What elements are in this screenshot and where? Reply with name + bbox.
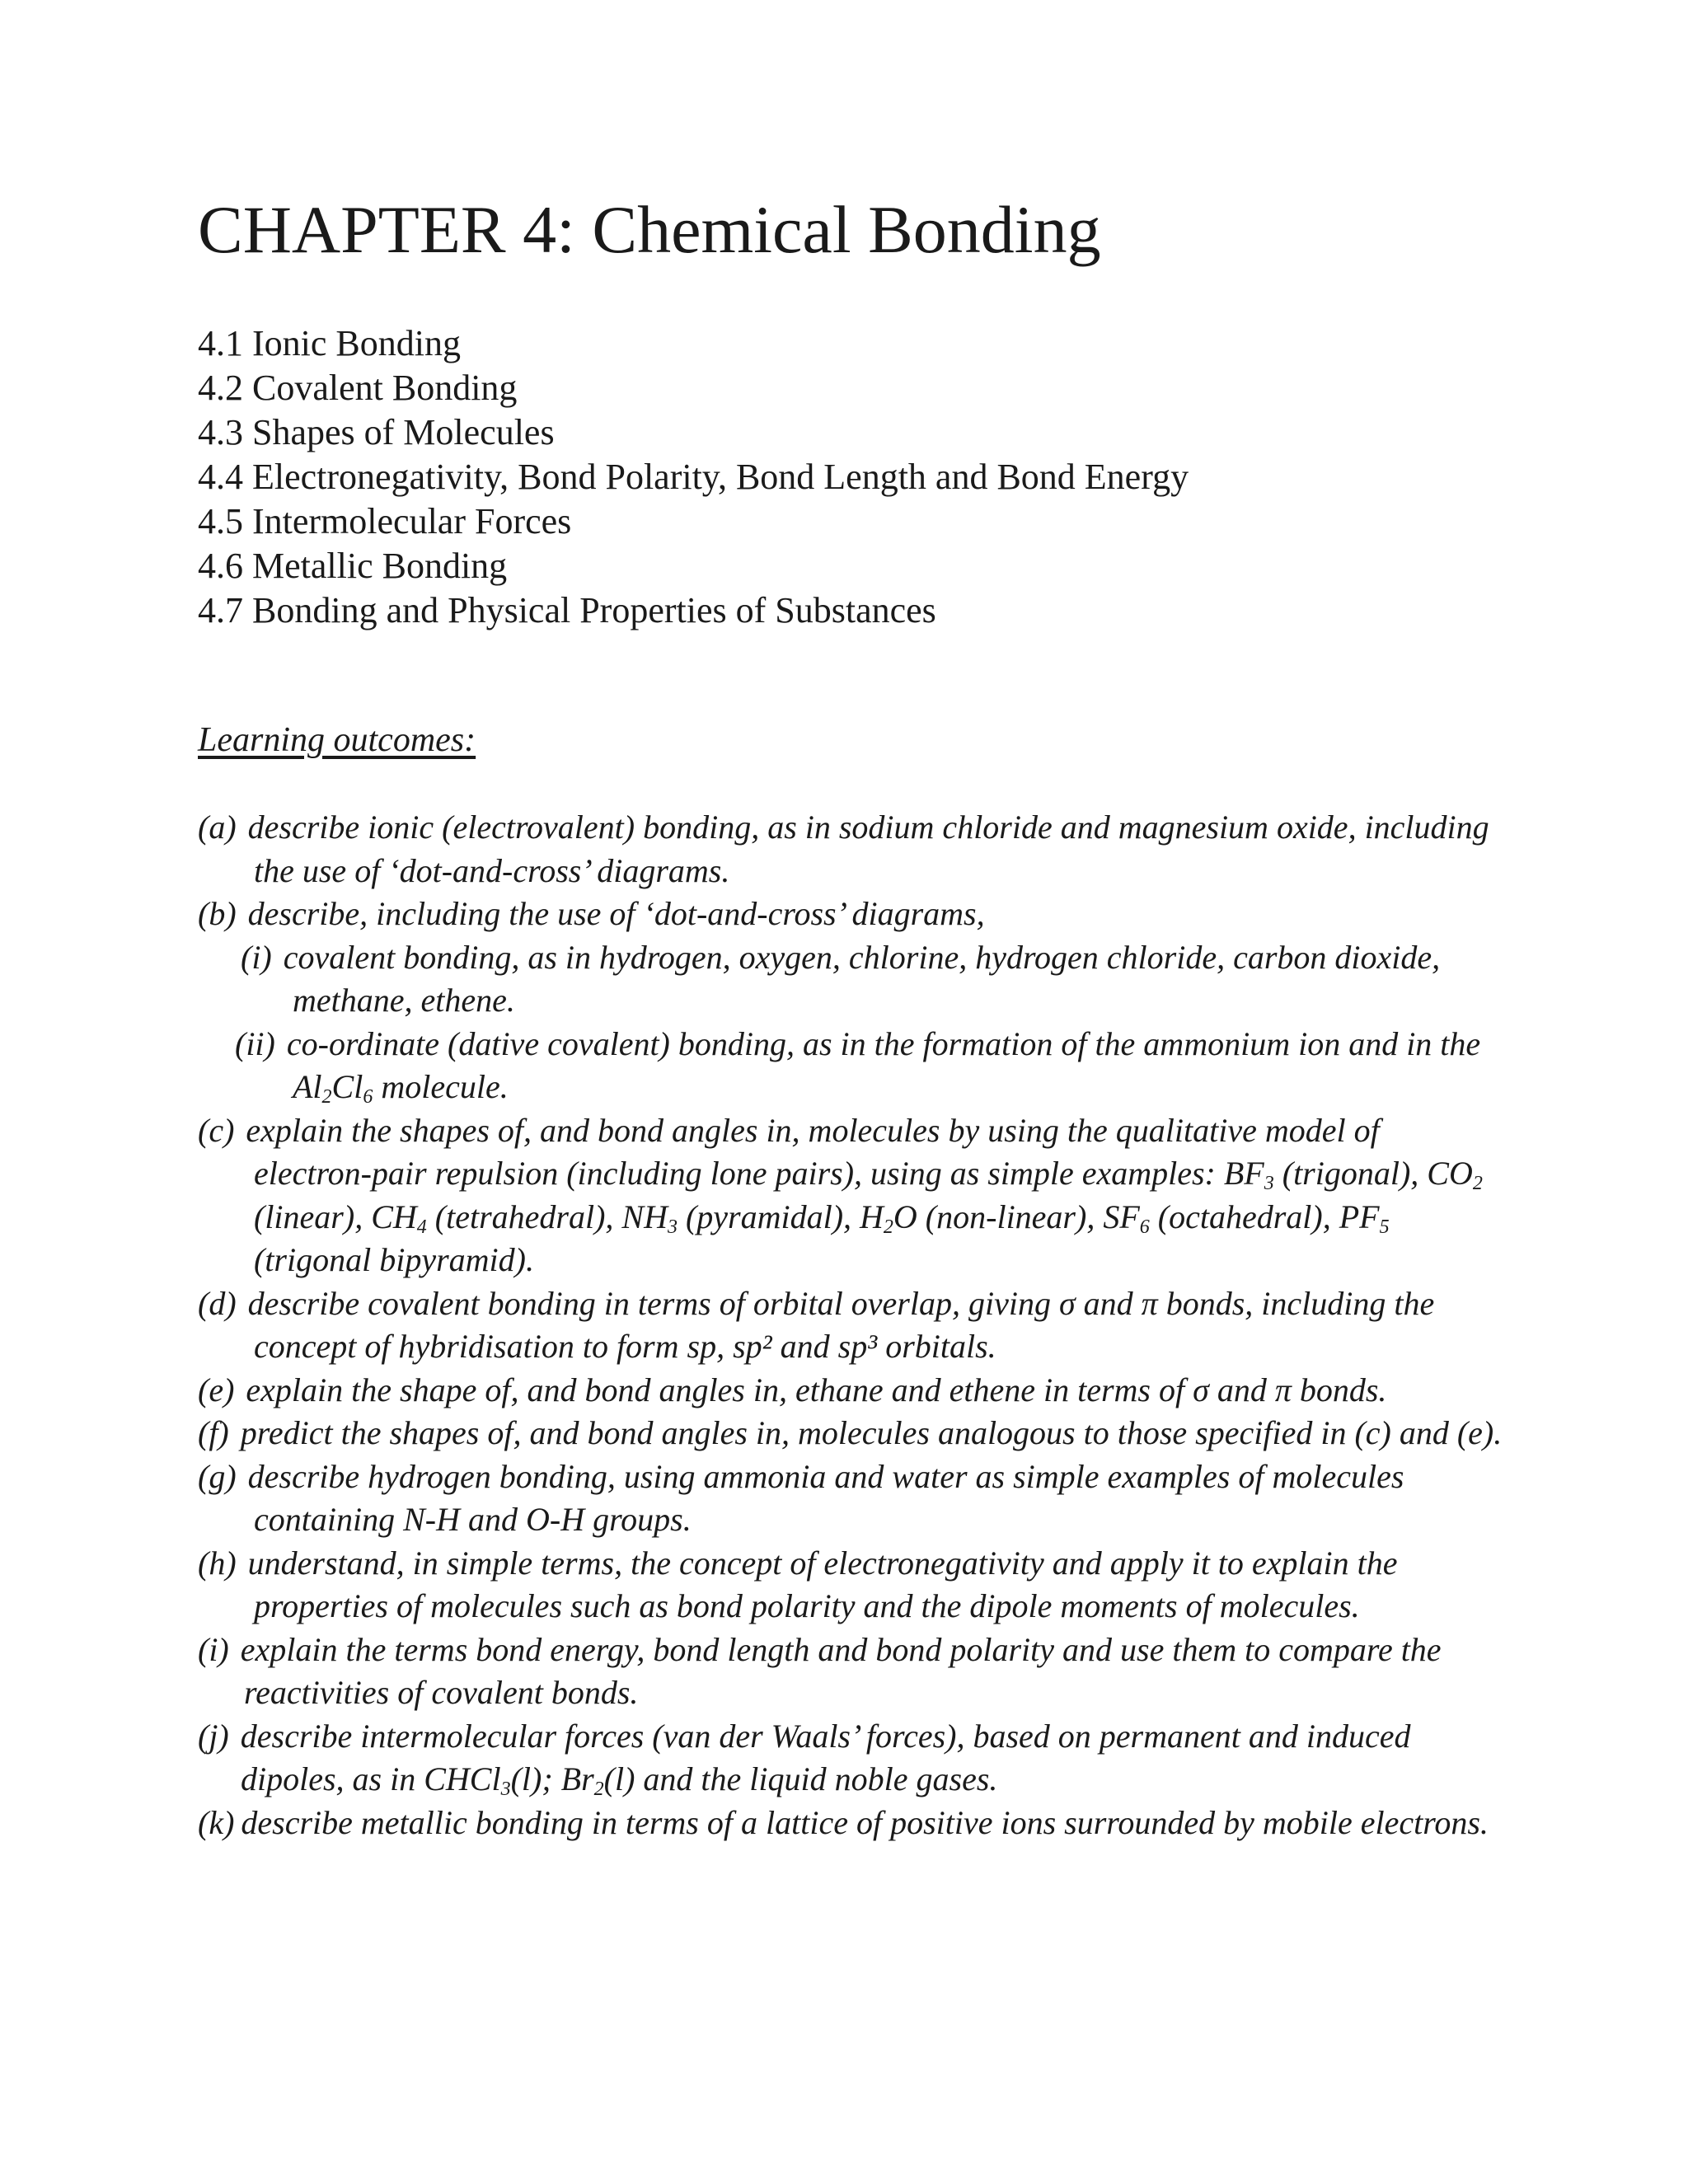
- outcome-label: (a): [198, 808, 237, 846]
- outcome-text: describe intermolecular forces (van der Waals’ forces), based on permanent and induced: [240, 1717, 1411, 1755]
- formula-subscript: 3: [1264, 1173, 1274, 1194]
- outcome-c-continued: [198, 1239, 1517, 1282]
- outcome-c-continued: [198, 1196, 1517, 1240]
- formula-part: Al: [293, 1068, 322, 1105]
- outcome-label: (h): [198, 1544, 237, 1582]
- outcome-label: (k): [198, 1803, 235, 1841]
- outcome-e: [198, 1369, 1517, 1413]
- outcome-text: predict the shapes of, and bond angles in, molecules analogous to those specified in (c) and (e).: [240, 1414, 1503, 1451]
- outcome-d: [198, 1282, 1517, 1326]
- outcome-text: (linear), CH: [254, 1197, 417, 1235]
- outcome-d-continued: [198, 1325, 1517, 1369]
- outcome-i: [198, 1629, 1517, 1672]
- toc-item: 4.3 Shapes of Molecules: [198, 412, 555, 452]
- outcome-text: reactivities of covalent bonds.: [244, 1674, 639, 1711]
- outcome-label: (i): [198, 1630, 229, 1668]
- outcome-label: (f): [198, 1414, 229, 1451]
- outcome-text: (trigonal), CO: [1273, 1155, 1473, 1192]
- outcome-text: describe metallic bonding in terms of a lattice of positive ions surrounded by mobile electrons.: [241, 1803, 1489, 1841]
- formula-part: Cl: [331, 1068, 363, 1105]
- outcome-text: (l); Br: [510, 1760, 594, 1797]
- outcome-sublabel: (i): [241, 938, 272, 976]
- outcome-g: [198, 1455, 1517, 1499]
- formula-subscript: 3: [500, 1779, 511, 1800]
- outcome-g-continued: [198, 1498, 1517, 1542]
- outcome-b-i-continued: [198, 979, 1517, 1023]
- outcome-text: O (non-linear), SF: [893, 1197, 1140, 1235]
- outcome-b-i: [198, 936, 1517, 980]
- outcome-sublabel: (ii): [235, 1024, 275, 1062]
- outcome-text: describe covalent bonding in terms of orbital overlap, giving σ and π bonds, including the: [247, 1284, 1435, 1322]
- table-of-contents: [198, 321, 1189, 633]
- outcome-j: [198, 1715, 1517, 1759]
- outcome-text: explain the terms bond energy, bond length and bond polarity and use them to compare the: [240, 1630, 1442, 1668]
- outcome-c: [198, 1109, 1517, 1153]
- toc-item: 4.6 Metallic Bonding: [198, 546, 508, 586]
- outcome-text: co-ordinate (dative covalent) bonding, as in the formation of the ammonium ion and in the: [286, 1024, 1481, 1062]
- outcome-label: (g): [198, 1457, 237, 1495]
- outcome-label: (b): [198, 895, 237, 932]
- outcome-text: dipoles, as in CHCl: [241, 1760, 501, 1797]
- formula-subscript: 3: [667, 1216, 678, 1238]
- outcome-i-continued: [198, 1671, 1517, 1715]
- outcome-b-ii: [198, 1023, 1517, 1066]
- outcome-text: containing N-H and O-H groups.: [254, 1501, 692, 1538]
- outcome-text: concept of hybridisation to form sp, sp² and sp³ orbitals.: [254, 1328, 996, 1365]
- outcome-text: (pyramidal), H: [677, 1197, 884, 1235]
- outcome-label: (j): [198, 1717, 229, 1755]
- outcome-text: (octahedral), PF: [1149, 1197, 1380, 1235]
- outcome-text: describe hydrogen bonding, using ammonia and water as simple examples of molecules: [247, 1457, 1404, 1495]
- outcome-h-continued: [198, 1585, 1517, 1629]
- outcome-f: [198, 1412, 1517, 1455]
- toc-item: 4.1 Ionic Bonding: [198, 323, 461, 363]
- outcome-text: explain the shapes of, and bond angles in, molecules by using the qualitative model of: [246, 1111, 1380, 1149]
- outcome-b-ii-continued: [198, 1066, 1517, 1109]
- toc-item: 4.7 Bonding and Physical Properties of Substances: [198, 590, 936, 630]
- formula-subscript: 6: [363, 1086, 373, 1108]
- learning-outcomes-heading: Learning outcomes:: [198, 721, 476, 759]
- formula-subscript: 5: [1379, 1216, 1390, 1238]
- outcome-label: (e): [198, 1371, 235, 1408]
- outcome-text: electron-pair repulsion (including lone pairs), using as simple examples: BF: [254, 1155, 1264, 1192]
- toc-item: 4.2 Covalent Bonding: [198, 368, 518, 408]
- outcome-text: the use of ‘dot-and-cross’ diagrams.: [254, 851, 730, 889]
- outcome-label: (d): [198, 1284, 237, 1322]
- outcome-j-continued: [198, 1758, 1517, 1802]
- formula-subscript: 4: [416, 1216, 427, 1238]
- formula-subscript: 2: [883, 1216, 893, 1238]
- outcome-b: [198, 893, 1517, 936]
- outcome-text: describe, including the use of ‘dot-and-cross’ diagrams,: [247, 895, 985, 932]
- outcome-c-continued: [198, 1152, 1517, 1196]
- formula-subscript: 6: [1139, 1216, 1150, 1238]
- outcome-a-continued: [198, 850, 1517, 893]
- outcome-text: (trigonal bipyramid).: [254, 1241, 534, 1278]
- learning-outcomes-list: [198, 806, 1517, 1844]
- outcome-text: covalent bonding, as in hydrogen, oxygen, chlorine, hydrogen chloride, carbon dioxide,: [283, 938, 1441, 976]
- outcome-text: molecule.: [373, 1068, 509, 1105]
- outcome-text: methane, ethene.: [293, 982, 515, 1019]
- formula-subscript: 2: [593, 1779, 604, 1800]
- toc-item: 4.4 Electronegativity, Bond Polarity, Bond Length and Bond Energy: [198, 457, 1189, 497]
- chapter-title: CHAPTER 4: Chemical Bonding: [198, 192, 1101, 267]
- outcome-text: (tetrahedral), NH: [426, 1197, 668, 1235]
- outcome-text: properties of molecules such as bond polarity and the dipole moments of molecules.: [254, 1587, 1360, 1624]
- formula-subscript: 2: [321, 1086, 332, 1108]
- outcome-a: [198, 806, 1517, 850]
- outcome-label: (c): [198, 1111, 235, 1149]
- outcome-k: [198, 1802, 1517, 1845]
- outcome-text: (l) and the liquid noble gases.: [603, 1760, 998, 1797]
- outcome-text: describe ionic (electrovalent) bonding, as in sodium chloride and magnesium oxide, including: [247, 808, 1489, 846]
- outcome-text: understand, in simple terms, the concept of electronegativity and apply it to explain the: [247, 1544, 1398, 1582]
- outcome-h: [198, 1542, 1517, 1586]
- formula-subscript: 2: [1472, 1173, 1483, 1194]
- outcome-text: explain the shape of, and bond angles in, ethane and ethene in terms of σ and π bonds.: [246, 1371, 1387, 1408]
- toc-item: 4.5 Intermolecular Forces: [198, 501, 572, 541]
